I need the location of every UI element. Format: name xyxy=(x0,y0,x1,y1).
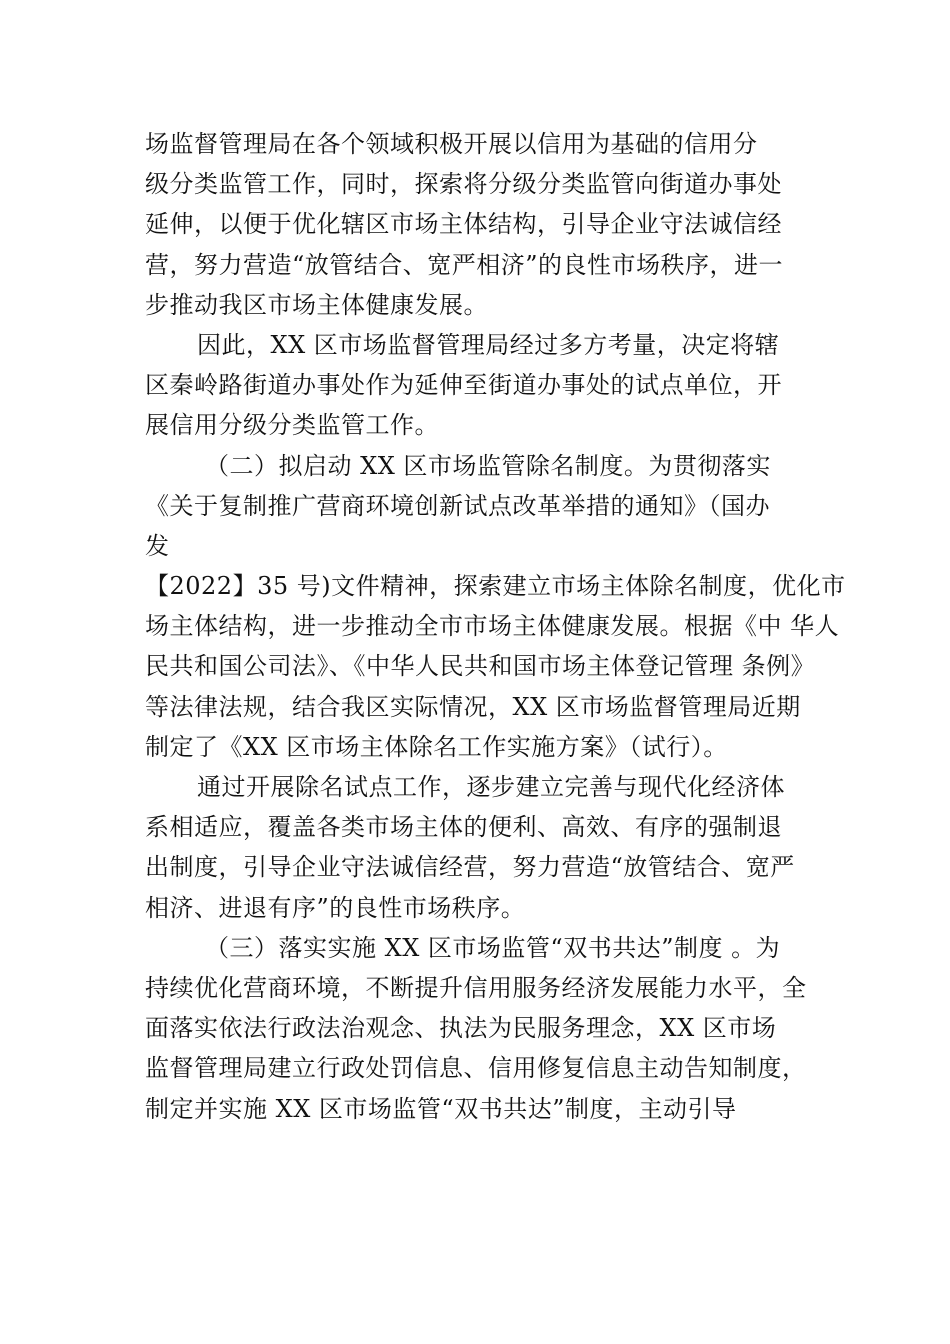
text-line: 展信用分级分类监管工作。 xyxy=(145,411,439,440)
text-line: 【2022】35 号)文件精神，探索建立市场主体除名制度，优化市 xyxy=(145,572,846,601)
text-line: 制定并实施 XX 区市场监管“双书共达”制度，主动引导 xyxy=(145,1094,737,1123)
text-line: 等法律法规，结合我区实际情况，XX 区市场监督管理局近期 xyxy=(145,692,801,721)
document-body xyxy=(145,124,846,1129)
section-heading-line: （二）拟启动 XX 区市场监管除名制度。为贯彻落实 xyxy=(205,451,771,480)
text-line: 场主体结构，进一步推动全市市场主体健康发展。根据《中 华人 xyxy=(145,612,840,641)
text-line: 持续优化营商环境，不断提升信用服务经济发展能力水平，全 xyxy=(145,973,807,1002)
text-line: 系相适应，覆盖各类市场主体的便利、高效、有序的强制退 xyxy=(145,813,782,842)
text-line: 相济、进退有序”的良性市场秩序。 xyxy=(145,893,526,922)
text-line: 出制度，引导企业守法诚信经营，努力营造“放管结合、宽严 xyxy=(145,853,795,882)
paragraph-start-line: 通过开展除名试点工作，逐步建立完善与现代化经济体 xyxy=(197,773,785,801)
text-line: 营，努力营造“放管结合、宽严相济”的良性市场秩序，进一 xyxy=(145,250,784,279)
text-line: 延伸，以便于优化辖区市场主体结构，引导企业守法诚信经 xyxy=(145,210,782,239)
text-line: 区秦岭路街道办事处作为延伸至街道办事处的试点单位，开 xyxy=(145,371,782,400)
text-line: 民共和国公司法》、《中华人民共和国市场主体登记管理 条例》 xyxy=(145,652,816,681)
text-line: 步推动我区市场主体健康发展。 xyxy=(145,290,488,319)
paragraph-start-line: 因此，XX 区市场监督管理局经过多方考量，决定将辖 xyxy=(197,330,780,359)
text-line: 发 xyxy=(145,531,170,560)
text-line: 级分类监管工作，同时，探索将分级分类监管向街道办事处 xyxy=(145,170,782,199)
text-line: 场监督管理局在各个领域积极开展以信用为基础的信用分 xyxy=(145,130,758,158)
text-line: 监督管理局建立行政处罚信息、信用修复信息主动告知制度， xyxy=(145,1054,807,1083)
text-line: 制定了《XX 区市场主体除名工作实施方案》（试行）。 xyxy=(145,732,728,761)
text-line: 《关于复制推广营商环境创新试点改革举措的通知》（国办 xyxy=(145,491,770,520)
text-line: 面落实依法行政法治观念、执法为民服务理念，XX 区市场 xyxy=(145,1014,777,1043)
section-heading-line: （三）落实实施 XX 区市场监管“双书共达”制度 。为 xyxy=(205,933,781,962)
